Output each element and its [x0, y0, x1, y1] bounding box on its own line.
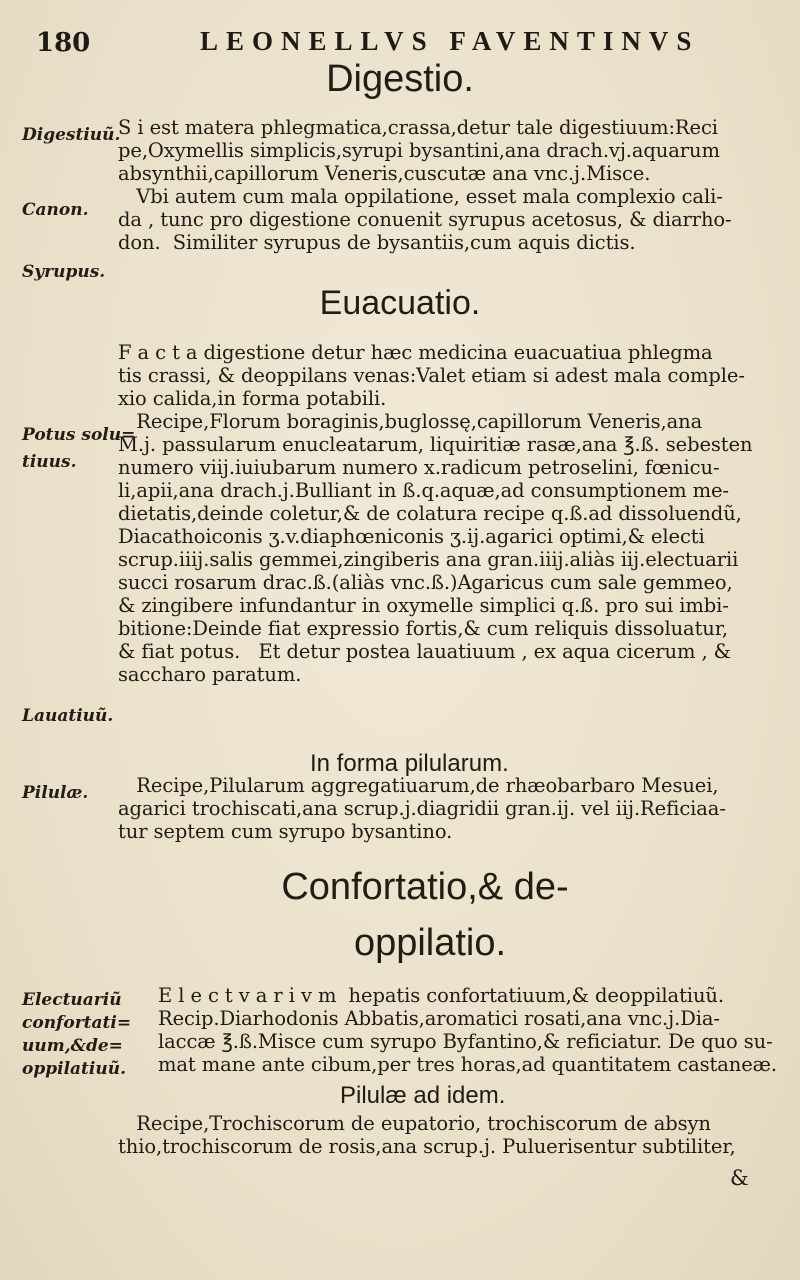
subheading-pilulae-ad-idem: Pilulæ ad idem. [340, 1082, 506, 1109]
catchword: & [730, 1166, 749, 1190]
paragraph-pilulae-ad-idem: Recipe,Trochiscorum de eupatorio, trochiscorum de absyn thio,trochiscorum de rosis,ana scrup.j. Puluerisentur subtiliter, [118, 1112, 736, 1158]
paragraph-pilulae: Recipe,Pilularum aggregatiuarum,de rhæobarbaro Mesuei, agarici trochiscati,ana scrup.j.diagridii gran.ij. vel iij.Reficiaa- tur septem cum syrupo bysantino. [118, 774, 726, 843]
paragraph-euacuatio: F a c t a digestione detur hæc medicina euacuatiua phlegma tis crassi, & deoppilans venas:Valet etiam si adest mala comple- xio calida,in forma potabili. Recipe,Florum boraginis,buglossę,capillorum Veneris,ana M.j. passularum enucleatarum, liquiritiæ rasæ,ana ℥.ß. sebesten numero viij.iuiubarum numero x.radicum petroselini, fœnicu- li,apii,ana drach.j.Bulliant in ß.q.aquæ,ad consumptionem me- dietatis,deinde coletur,& de colatura recipe q.ß.ad dissoluendũ, Diacathoiconis ʒ.v.diaphœniconis ʒ.ij.agarici optimi,& electi scrup.iiij.salis gemmei,zingiberis ana gran.iiij.aliàs iij.electuarii succi rosarum drac.ß.(aliàs vnc.ß.)Agaricus cum sale gemmeo, & zingibere infundantur in oxymelle simplici q.ß. pro sui imbi- bitione:Deinde fiat expressio fortis,& cum reliquis dissoluatur, & fiat potus. Et detur postea lauatiuum , ex aqua cicerum , & saccharo paratum. [118, 341, 753, 686]
margin-note-electuarium-3: uum,&de= [22, 1036, 123, 1056]
margin-note-electuarium-4: oppilatiuũ. [22, 1059, 126, 1079]
margin-note-digestiuum: Digestiuũ. [22, 125, 121, 145]
subheading-pilularum: In forma pilularum. [310, 750, 509, 777]
heading-digestio: Digestio. [326, 58, 474, 100]
margin-note-potus-2: tiuus. [22, 452, 77, 472]
page-number: 180 [36, 28, 91, 58]
margin-note-potus-1: Potus solu= [22, 425, 136, 445]
heading-euacuatio: Euacuatio. [319, 284, 481, 322]
running-head [30, 20, 770, 60]
margin-note-electuarium-2: confortati= [22, 1013, 132, 1033]
heading-confortatio-line1: Confortatio,& de- [281, 866, 569, 908]
margin-note-canon: Canon. [22, 200, 89, 220]
paragraph-electuarium: E l e c t v a r i v m hepatis confortatiuum,& deoppilatiuũ. Recip.Diarhodonis Abbatis,aromatici rosati,ana vnc.j.Dia- laccæ ℥.ß.Misce cum syrupo Byfantino,& reficiatur. De quo su- mat mane ante cibum,per tres horas,ad quantitatem castaneæ. [158, 984, 777, 1076]
heading-confortatio-line2: oppilatio. [353, 922, 507, 964]
margin-note-electuarium-1: Electuariũ [22, 990, 122, 1010]
margin-note-pilulae: Pilulæ. [22, 783, 89, 803]
margin-note-syrupus: Syrupus. [22, 262, 106, 282]
running-title: LEONELLVS FAVENTINVS [200, 26, 700, 56]
margin-note-lauatium: Lauatiuũ. [22, 706, 114, 726]
paragraph-digestio: S i est matera phlegmatica,crassa,detur tale digestiuum:Reci pe,Oxymellis simplicis,syrupi bysantini,ana drach.vj.aquarum absynthii,capillorum Veneris,cuscutæ ana vnc.j.Misce. Vbi autem cum mala oppilatione, esset mala complexio cali- da , tunc pro digestione conuenit syrupus acetosus, & diarrho- don. Similiter syrupus de bysantiis,cum aquis dictis. [118, 116, 732, 254]
